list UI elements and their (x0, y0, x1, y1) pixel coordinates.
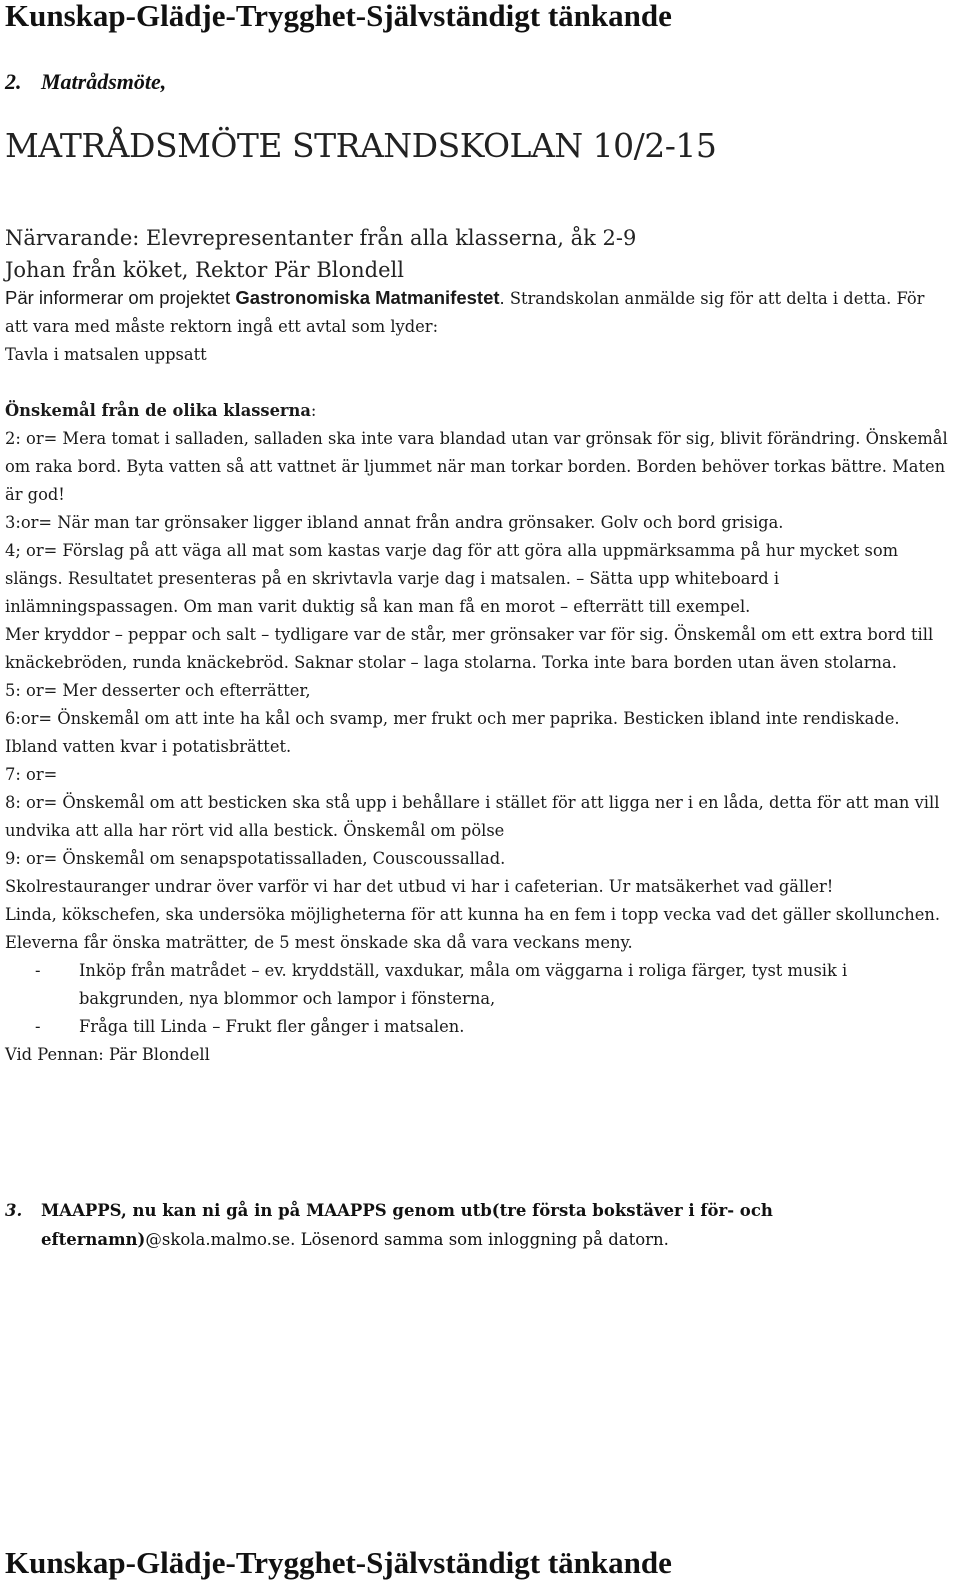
wish-paragraph: 6:or= Önskemål om att inte ha kål och svamp, mer frukt och mer paprika. Besticken ibland inte rendiskade. Ibland vatten kvar i potatisbrättet. (5, 709, 900, 756)
pen-signature: Vid Pennan: Pär Blondell (5, 1045, 210, 1064)
wish-paragraph: Skolrestauranger undrar över varför vi har det utbud vi har i cafeterian. Ur matsäkerhet vad gäller! (5, 877, 834, 896)
wish-paragraph: Linda, kökschefen, ska undersöka möjligheterna för att kunna ha en fem i topp vecka vad det gäller skollunchen. Eleverna får önska maträtter, de 5 mest önskade ska då vara veckans meny. (5, 905, 941, 952)
page-footer-header: Kunskap-Glädje-Trygghet-Självständigt tänkande (5, 1545, 672, 1580)
wish-paragraph: 9: or= Önskemål om senapspotatissalladen, Couscoussallad. (5, 849, 506, 868)
intro-board-line: Tavla i matsalen uppsatt (5, 345, 207, 364)
section-number: 3. (5, 1201, 23, 1220)
attendees-line-2: Johan från köket, Rektor Pär Blondell (5, 258, 404, 282)
bullet-text: Fråga till Linda – Frukt fler gånger i matsalen. (79, 1017, 465, 1036)
bullet-dash: - (35, 961, 41, 980)
wish-paragraph: 2: or= Mera tomat i salladen, salladen ska inte vara blandad utan var grönsak för sig, blivit förändring. Önskemål om raka bord. Byta vatten så att vattnet är ljummet när man torkar borden. Borden behöver torkas bättre. Maten är god! (5, 429, 948, 504)
wish-paragraph: 4; or= Förslag på att väga all mat som kastas varje dag för att göra alla uppmärksamma på hur mycket som slängs. Resultatet presenteras på en skrivtavla varje dag i matsalen. – Sätta upp whiteboard i inlämningspassagen. Om man varit duktig så kan man få en morot – efterrätt till exempel. (5, 541, 899, 616)
bullet-dash: - (35, 1017, 41, 1036)
wish-paragraph: 5: or= Mer desserter och efterrätter, (5, 681, 311, 700)
minutes-body (5, 284, 950, 1069)
section-3-text: MAAPPS, nu kan ni gå in på MAAPPS genom utb(tre första bokstäver i för- och efternamn)@skola.malmo.se. Lösenord samma som inloggning på datorn. (41, 1201, 773, 1249)
page-header: Kunskap-Glädje-Trygghet-Självständigt tänkande (5, 0, 672, 33)
intro-paragraph: Pär informerar om projektet Gastronomiska Matmanifestet. Strandskolan anmälde sig för att delta i detta. För att vara med måste rektorn ingå ett avtal som lyder: (5, 287, 925, 336)
wishes-heading: Önskemål från de olika klasserna: (5, 401, 317, 420)
bullet-text: Inköp från matrådet – ev. kryddställ, vaxdukar, måla om väggarna i roliga färger, tyst musik i bakgrunden, nya blommor och lampor i fönsterna, (79, 961, 848, 1008)
section-3 (5, 1196, 950, 1254)
attendees (5, 222, 636, 286)
bullet-item (35, 1013, 950, 1041)
meeting-title: MATRÅDSMÖTE STRANDSKOLAN 10/2-15 (5, 126, 717, 165)
wish-paragraph: 7: or= (5, 765, 58, 784)
wish-paragraph: 3:or= När man tar grönsaker ligger ibland annat från andra grönsaker. Golv och bord grisiga. (5, 513, 784, 532)
section-2-heading (5, 68, 166, 96)
project-name: Gastronomiska Matmanifestet (235, 287, 500, 308)
wish-paragraph: Mer kryddor – peppar och salt – tydligare var de står, mer grönsaker var för sig. Önskemål om ett extra bord till knäckebröden, runda knäckebröd. Saknar stolar – laga stolarna. Torka inte bara borden utan även stolarna. (5, 625, 934, 672)
bullet-item (35, 957, 950, 1013)
section-title: Matrådsmöte, (41, 69, 167, 94)
attendees-line-1: Närvarande: Elevrepresentanter från alla klasserna, åk 2-9 (5, 226, 637, 250)
section-number: 2. (5, 69, 22, 94)
wish-paragraph: 8: or= Önskemål om att besticken ska stå upp i behållare i stället för att ligga ner i en låda, detta för att man vill undvika att alla har rört vid alla bestick. Önskemål om pölse (5, 793, 940, 840)
